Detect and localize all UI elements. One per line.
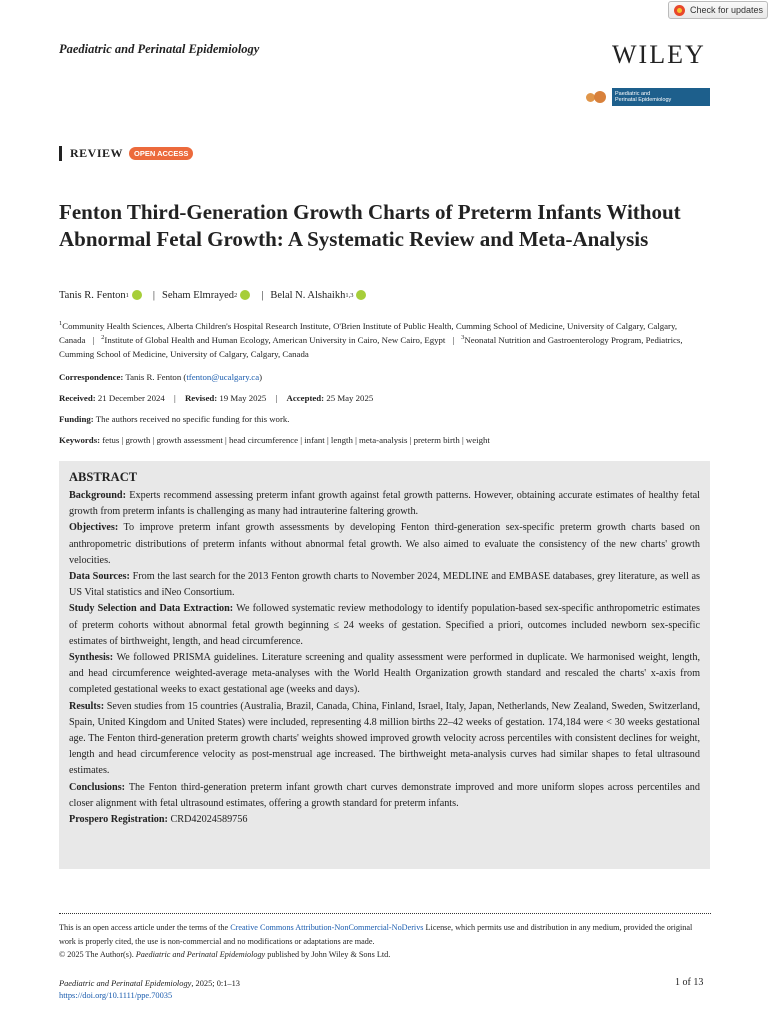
- correspondence: [59, 372, 711, 382]
- copyright-journal: Paediatric and Perinatal Epidemiology: [135, 950, 266, 959]
- journal-banner-image: [582, 88, 612, 106]
- page-number: 1 of 13: [675, 977, 704, 988]
- correspondence-name: Tanis R. Fenton (: [125, 372, 187, 382]
- abstract-section-label: Objectives:: [69, 522, 119, 534]
- correspondence-label: Correspondence:: [59, 372, 124, 382]
- check-for-updates-label: Check for updates: [690, 5, 764, 15]
- orcid-icon[interactable]: [356, 290, 366, 300]
- license-pre: This is an open access article under the terms of the: [59, 923, 231, 932]
- journal-header: Paediatric and Perinatal Epidemiology: [59, 42, 260, 56]
- citation-line: [59, 978, 240, 990]
- article-dates: Received: 21 December 2024 | Revised: 19 May 2025 | Accepted: 25 May 2025: [59, 393, 374, 403]
- license-notice: [59, 921, 711, 962]
- funding-label: Funding:: [59, 414, 94, 424]
- abstract-section-label: Results:: [69, 700, 105, 712]
- license-post: License, which permits use and distribution in any medium, provided the original work is properly cited, the use is non-commercial and no modifications or adaptations are made.: [59, 923, 693, 946]
- received-date: 21 December 2024: [97, 393, 165, 403]
- abstract-section-text: CRD42024589756: [170, 814, 248, 826]
- copyright-post: published by John Wiley & Sons Ltd.: [265, 950, 391, 959]
- revised-date: 19 May 2025: [219, 393, 267, 403]
- funding-text: The authors received no specific funding for this work.: [95, 414, 290, 424]
- keywords-label: Keywords:: [59, 435, 101, 445]
- abstract-section: [69, 699, 700, 780]
- citation-rest: , 2025; 0:1–13: [191, 979, 240, 988]
- accepted-date: 25 May 2025: [326, 393, 374, 403]
- open-access-badge: OPEN ACCESS: [129, 147, 193, 160]
- license-statement: [59, 921, 711, 948]
- check-for-updates-button[interactable]: [668, 1, 768, 19]
- abstract-section: [69, 601, 700, 650]
- author-list: Tanis R. Fenton 1 | Seham Elmrayed 2 | Belal N. Alshaikh 1,3: [59, 290, 370, 301]
- abstract-section-text: We followed PRISMA guidelines. Literature screening and quality assessment were performed in duplicate. We harmonised weight, length, and head circumference weighted-average meta-analyses with the World Health Organization growth standard and rescaled the charts' x-axis from completed gestational weeks to exact gestational age (weeks and days).: [69, 652, 700, 696]
- abstract-section-text: To improve preterm infant growth assessments by developing Fenton third-generation sex-specific preterm growth charts based on anthropometric distributions of preterm infants without abnormal fetal growth. We also aimed to evaluate the consistency of the new charts' growth velocities.: [69, 522, 700, 566]
- abstract-section-text: We followed systematic review methodology to identify population-based sex-specific anthropometric estimates of preterm cohorts without abnormal fetal growth beginning ≤ 24 weeks of gestation. Specified a priori, outcomes included newborn sex-specific estimates of birthweight, length, and head circumference.: [69, 603, 700, 647]
- doi-link[interactable]: https://doi.org/10.1111/ppe.70035: [59, 991, 173, 1000]
- funding: [59, 414, 711, 424]
- author-name: Belal N. Alshaikh: [270, 290, 346, 301]
- abstract-section: [69, 520, 700, 569]
- abstract-section: [69, 569, 700, 601]
- abstract-section-text: Seven studies from 15 countries (Australia, Brazil, Canada, China, Finland, Israel, Italy, Japan, Netherlands, New Zealand, Sweden, Switzerland, Spain, United Kingdom and United States) were included, representing 4.8 million births 22–42 weeks of gestation. 174,184 were < 30 weeks gestational age. The Fenton third-generation preterm growth charts' weights showed improved growth velocity across percentiles with consistent declines for weight, length and head circumference velocity as post-menstrual age increased. The birthweight meta-analysis curves had similar shapes to fetal ultrasound estimates.: [69, 700, 701, 777]
- revised-label: Revised:: [184, 393, 218, 403]
- abstract-box: [59, 461, 710, 869]
- affiliation-text: Institute of Global Health and Human Ecology, American University in Cairo, New Cairo, Egypt: [104, 335, 446, 345]
- citation-journal: Paediatric and Perinatal Epidemiology: [59, 979, 192, 988]
- affiliation-sup: 2: [101, 334, 105, 342]
- orcid-icon[interactable]: [240, 290, 250, 300]
- abstract-section-label: Study Selection and Data Extraction:: [69, 603, 234, 615]
- abstract-section-text: From the last search for the 2013 Fenton growth charts to November 2024, MEDLINE and EMBASE databases, grey literature, as well as US Vital statistics and iNeo Consortium.: [69, 571, 701, 599]
- abstract-section-label: Conclusions:: [69, 781, 126, 793]
- keywords-text: fetus | growth | growth assessment | head circumference | infant | length | meta-analysis | preterm birth | weight: [102, 435, 490, 445]
- abstract-section: [69, 650, 700, 699]
- abstract-section-text: The Fenton third-generation preterm infant growth chart curves demonstrate improved and more uniform slopes across percentiles and closer alignment with fetal ultrasound estimates, offering a growth standard for preterm infants.: [69, 781, 700, 809]
- abstract-section-label: Data Sources:: [69, 571, 130, 583]
- abstract-section-label: Synthesis:: [69, 652, 114, 664]
- footer-divider: [59, 913, 711, 914]
- crossmark-icon: [674, 5, 685, 16]
- abstract-section: [69, 488, 700, 520]
- author-separator: |: [261, 290, 264, 301]
- journal-banner: [582, 88, 710, 106]
- correspondence-email-link[interactable]: tfenton@ucalgary.ca: [186, 372, 260, 382]
- footer-citation: [59, 978, 240, 1002]
- affiliation-text: Neonatal Nutrition and Gastroenterology Program, Pediatrics, Cumming School of Medicine, University of Calgary, Calgary, Canada: [59, 335, 683, 359]
- copyright: [59, 948, 711, 962]
- abstract-heading: ABSTRACT: [69, 470, 138, 484]
- article-type-label: REVIEW: [70, 146, 124, 160]
- affiliation-sup: 1: [59, 320, 63, 328]
- author-name: Tanis R. Fenton: [59, 290, 126, 301]
- copyright-pre: © 2025 The Author(s).: [59, 950, 136, 959]
- orcid-icon[interactable]: [132, 290, 142, 300]
- author-name: Seham Elmrayed: [162, 290, 235, 301]
- correspondence-close: ): [259, 372, 263, 382]
- banner-line-2: Perinatal Epidemiology: [615, 97, 672, 103]
- banner-line-1: Paediatric and: [615, 91, 651, 97]
- keywords: [59, 435, 711, 445]
- affiliations: $^1$Community Health Sciences, Alberta Children's Hospital Research Institute, O'Brien Institute of Public Health, Cumming School of Medicine, University of Calgary, Calgary, Canada | $^2$Institute of Global Health and Human Ecology, American University in Cairo, New Cairo, Egypt | $^3$Neonatal Nutrition and Gastroenterology Program, Pediatrics, Cumming School of Medicine, University of Calgary, Calgary, Canada: [59, 320, 683, 359]
- abstract-section-label: Background:: [69, 490, 126, 501]
- author-separator: |: [152, 290, 155, 301]
- accepted-label: Accepted:: [286, 393, 325, 403]
- license-link[interactable]: Creative Commons Attribution-NonCommercial-NoDerivs: [230, 923, 424, 932]
- affiliation-text: Community Health Sciences, Alberta Children's Hospital Research Institute, O'Brien Institute of Public Health, Cumming School of Medicine, University of Calgary, Calgary, Canada: [59, 321, 678, 345]
- article-type-bar: [59, 146, 62, 161]
- article-type-row: [59, 146, 193, 161]
- received-label: Received:: [59, 393, 96, 403]
- abstract-section: [69, 780, 700, 812]
- article-title: Fenton Third-Generation Growth Charts of Preterm Infants Without Abnormal Fetal Growth: A Systematic Review and Meta-Analysis: [59, 200, 681, 251]
- abstract-section-label: Prospero Registration:: [69, 814, 168, 826]
- affiliation-sup: 3: [461, 334, 465, 342]
- publisher-logo: WILEY: [612, 40, 706, 69]
- journal-banner-text: [612, 88, 710, 106]
- abstract-section: [69, 812, 700, 828]
- abstract-section-text: Experts recommend assessing preterm infant growth against fetal growth patterns. However, obtaining accurate estimates of healthy fetal growth from preterm infants is challenging as many had intrauterine faltering growth.: [69, 490, 701, 518]
